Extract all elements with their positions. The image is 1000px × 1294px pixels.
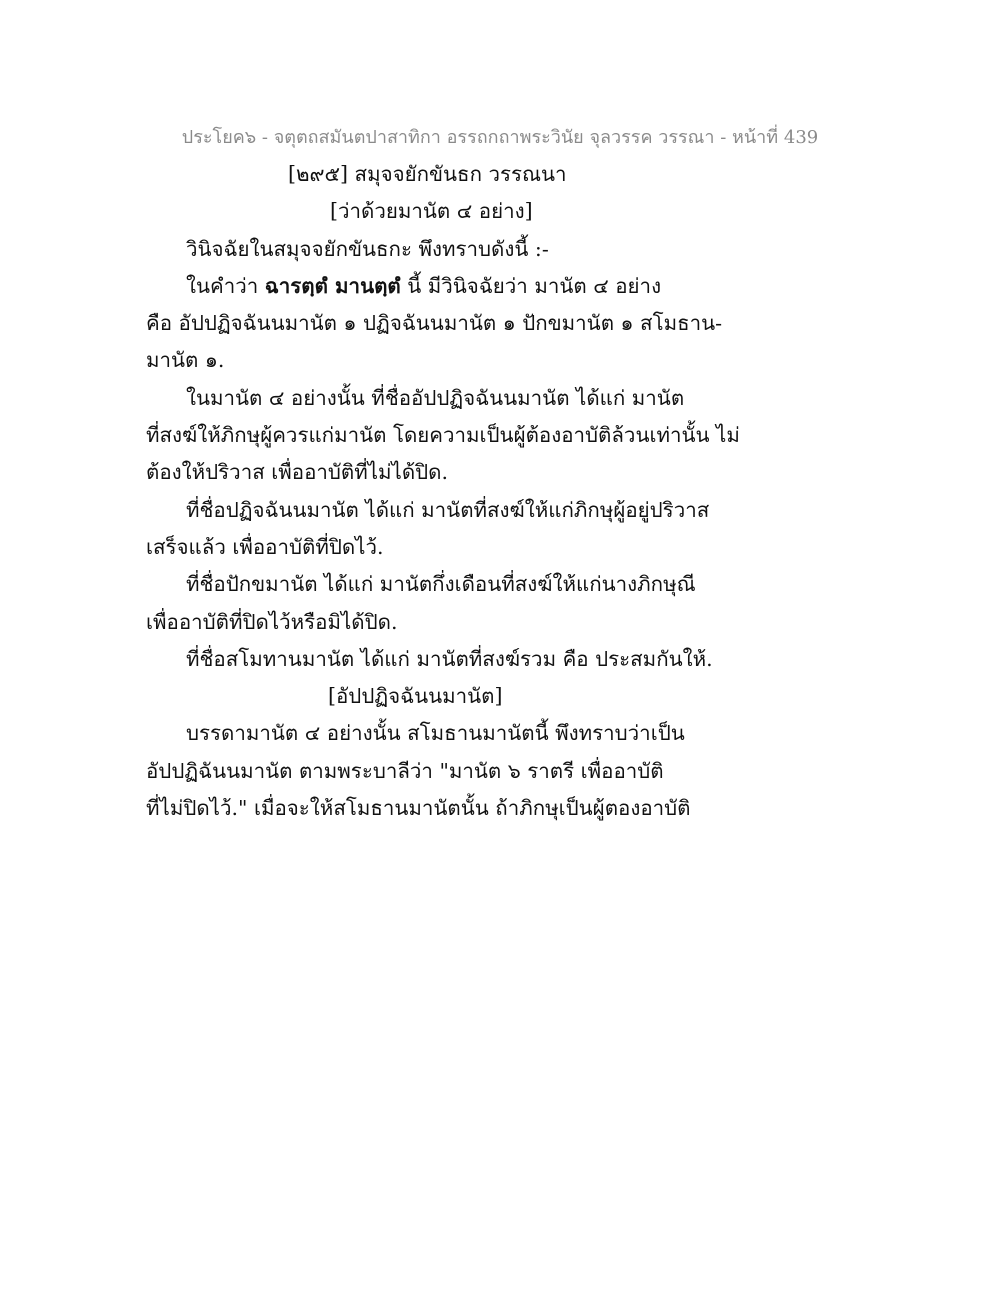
section-title: [๒๙๕] สมุจจยักขันธก วรรณนา: [288, 162, 567, 186]
intro-line: วินิจฉัยในสมุจจยักขันธกะ พึงทราบดังนี้ :-: [186, 236, 549, 261]
paragraph-1-line-3: มานัต ๑.: [146, 348, 225, 373]
paragraph-2-line-1: ในมานัต ๔ อย่างนั้น ที่ชื่ออัปปฏิจฉันนมานัต ได้แก่ มานัต: [186, 385, 685, 410]
paragraph-4-line-1: ที่ชื่อปักขมานัต ได้แก่ มานัตกึ่งเดือนที่สงฆ์ให้แก่นางภิกษุณี: [186, 572, 696, 597]
paragraph-6-line-3: ที่ไม่ปิดไว้." เมื่อจะให้สโมธานมานัตนั้น ถ้าภิกษุเป็นผู้ตองอาบัติ: [146, 796, 691, 821]
paragraph-6-line-2: อัปปฏิฉันนมานัต ตามพระบาลีว่า "มานัต ๖ ราตรี เพื่ออาบัติ: [146, 758, 664, 783]
paragraph-2-line-3: ต้องให้ปริวาส เพื่ออาบัติที่ไม่ได้ปิด.: [146, 460, 449, 485]
paragraph-1-line-1: [146, 268, 716, 305]
page-header: ประโยค๖ - จตุตถสมันตปาสาทิกา อรรถกถาพระวินัย จุลวรรค วรรณา - หน้าที่ 439: [181, 127, 819, 148]
sub-title: [ว่าด้วยมานัต ๔ อย่าง]: [330, 199, 533, 224]
pali-term: ฉารตฺตํ มานตฺตํ: [264, 273, 401, 298]
paragraph-3-line-2: เสร็จแล้ว เพื่ออาบัติที่ปิดไว้.: [146, 534, 384, 559]
paragraph-3-line-1: ที่ชื่อปฏิจฉันนมานัต ได้แก่ มานัตที่สงฆ์ให้แก่ภิกษุผู้อยู่ปริวาส: [186, 497, 710, 522]
sub-title-2: [อัปปฏิจฉันนมานัต]: [328, 684, 503, 709]
paragraph-2-line-2: ที่สงฆ์ให้ภิกษุผู้ควรแก่มานัต โดยความเป็นผู้ต้องอาบัติล้วนเท่านั้น ไม่: [146, 423, 740, 448]
paragraph-1-line-2: คือ อัปปฏิจฉันนมานัต ๑ ปฏิจฉันนมานัต ๑ ปักขมานัต ๑ สโมธาน-: [146, 311, 723, 336]
paragraph-4-line-2: เพื่ออาบัติที่ปิดไว้หรือมิได้ปิด.: [146, 609, 398, 634]
body-text: [146, 156, 740, 827]
paragraph-1-lead: ในคำว่า: [186, 273, 265, 298]
paragraph-6-line-1: บรรดามานัต ๔ อย่างนั้น สโมธานมานัตนี้ พึงทราบว่าเป็น: [186, 721, 685, 746]
paragraph-1-rest: นี้ มีวินิจฉัยว่า มานัต ๔ อย่าง: [400, 273, 662, 298]
paragraph-5-line-1: ที่ชื่อสโมทานมานัต ได้แก่ มานัตที่สงฆ์รวม คือ ประสมกันให้.: [186, 646, 713, 671]
